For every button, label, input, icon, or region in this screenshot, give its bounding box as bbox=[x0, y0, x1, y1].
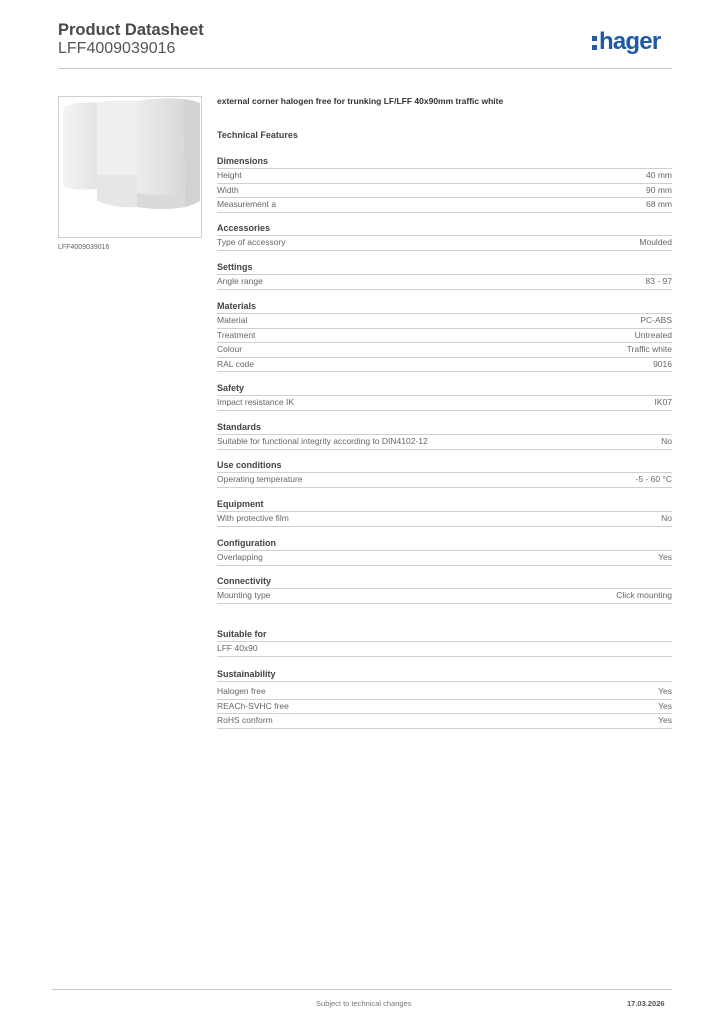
table-row bbox=[217, 473, 672, 488]
table-row bbox=[217, 198, 672, 213]
table-row bbox=[217, 396, 672, 411]
group-settings bbox=[217, 262, 672, 290]
row-value: Yes bbox=[658, 552, 672, 562]
group-title: Materials bbox=[217, 301, 672, 314]
logo-colon-icon bbox=[592, 33, 597, 53]
row-value: Yes bbox=[658, 686, 672, 696]
group-title: Use conditions bbox=[217, 460, 672, 473]
row-value: IK07 bbox=[654, 397, 672, 407]
group-title: Accessories bbox=[217, 223, 672, 236]
row-value: Yes bbox=[658, 715, 672, 725]
table-row bbox=[217, 700, 672, 715]
row-label: Height bbox=[217, 170, 242, 180]
table-row bbox=[217, 314, 672, 329]
row-value: No bbox=[661, 513, 672, 523]
group-materials bbox=[217, 301, 672, 372]
row-label: Type of accessory bbox=[217, 237, 286, 247]
table-row bbox=[217, 184, 672, 199]
page-title: Product Datasheet bbox=[58, 21, 204, 39]
row-value: No bbox=[661, 436, 672, 446]
row-label: RAL code bbox=[217, 358, 255, 369]
table-row bbox=[217, 329, 672, 344]
brand-logo bbox=[592, 28, 660, 56]
row-label: REACh-SVHC free bbox=[217, 700, 289, 711]
row-label: Width bbox=[217, 184, 239, 195]
row-value: 68 mm bbox=[646, 199, 672, 209]
table-row bbox=[217, 236, 672, 251]
group-equipment bbox=[217, 499, 672, 527]
product-image bbox=[58, 96, 202, 238]
row-label: With protective film bbox=[217, 513, 289, 523]
row-label: Colour bbox=[217, 344, 243, 354]
row-label: Measurement a bbox=[217, 199, 277, 209]
group-suitable-for bbox=[217, 629, 672, 657]
row-value: Traffic white bbox=[626, 344, 672, 354]
footer-note: Subject to technical changes bbox=[316, 999, 412, 1008]
row-label: Suitable for functional integrity according to DIN4102-12 bbox=[217, 436, 428, 446]
row-label: Treatment bbox=[217, 329, 256, 340]
table-row bbox=[217, 169, 672, 184]
group-standards bbox=[217, 422, 672, 450]
table-row bbox=[217, 343, 672, 358]
group-title: Settings bbox=[217, 262, 672, 275]
brand-name: hager bbox=[599, 28, 661, 55]
group-title: Safety bbox=[217, 383, 672, 396]
table-row bbox=[217, 714, 672, 729]
group-connectivity bbox=[217, 576, 672, 604]
row-label: Material bbox=[217, 315, 248, 325]
footer-date: 17.03.2026 bbox=[627, 999, 665, 1008]
header-divider bbox=[58, 68, 672, 69]
group-title: Sustainability bbox=[217, 669, 672, 682]
table-row bbox=[217, 435, 672, 450]
group-sustainability bbox=[217, 669, 672, 729]
table-row bbox=[217, 642, 672, 657]
row-value: Untreated bbox=[634, 329, 672, 340]
table-row bbox=[217, 275, 672, 290]
corner-piece-image bbox=[59, 97, 201, 237]
row-value: -5 - 60 °C bbox=[635, 474, 672, 484]
group-title: Standards bbox=[217, 422, 672, 435]
group-title: Suitable for bbox=[217, 629, 672, 642]
row-value: 9016 bbox=[653, 358, 672, 369]
group-dimensions bbox=[217, 156, 672, 213]
table-row bbox=[217, 551, 672, 566]
table-row bbox=[217, 358, 672, 373]
group-title: Configuration bbox=[217, 538, 672, 551]
row-label: Angle range bbox=[217, 276, 263, 286]
group-accessories bbox=[217, 223, 672, 251]
row-value: PC-ABS bbox=[640, 315, 672, 325]
footer-divider bbox=[52, 989, 672, 990]
row-label: Halogen free bbox=[217, 686, 266, 696]
row-value: 40 mm bbox=[646, 170, 672, 180]
group-configuration bbox=[217, 538, 672, 566]
image-caption: LFF4009039016 bbox=[58, 244, 110, 251]
row-label: LFF 40x90 bbox=[217, 643, 258, 653]
group-title: Dimensions bbox=[217, 156, 672, 169]
row-value: Click mounting bbox=[616, 590, 672, 600]
group-use-conditions bbox=[217, 460, 672, 488]
technical-features-heading: Technical Features bbox=[217, 130, 298, 140]
product-description: external corner halogen free for trunking LF/LFF 40x90mm traffic white bbox=[217, 96, 504, 106]
row-label: Mounting type bbox=[217, 590, 271, 600]
row-value: Yes bbox=[658, 700, 672, 711]
table-row bbox=[217, 685, 672, 700]
group-safety bbox=[217, 383, 672, 411]
row-label: Overlapping bbox=[217, 552, 263, 562]
product-reference: LFF4009039016 bbox=[58, 40, 176, 57]
row-value: 83 - 97 bbox=[645, 276, 672, 286]
table-row bbox=[217, 512, 672, 527]
row-value: Moulded bbox=[639, 237, 672, 247]
group-title: Connectivity bbox=[217, 576, 672, 589]
row-label: Operating temperature bbox=[217, 474, 303, 484]
row-value: 90 mm bbox=[646, 184, 672, 195]
row-label: Impact resistance IK bbox=[217, 397, 295, 407]
row-label: RoHS conform bbox=[217, 715, 273, 725]
group-title: Equipment bbox=[217, 499, 672, 512]
table-row bbox=[217, 589, 672, 604]
